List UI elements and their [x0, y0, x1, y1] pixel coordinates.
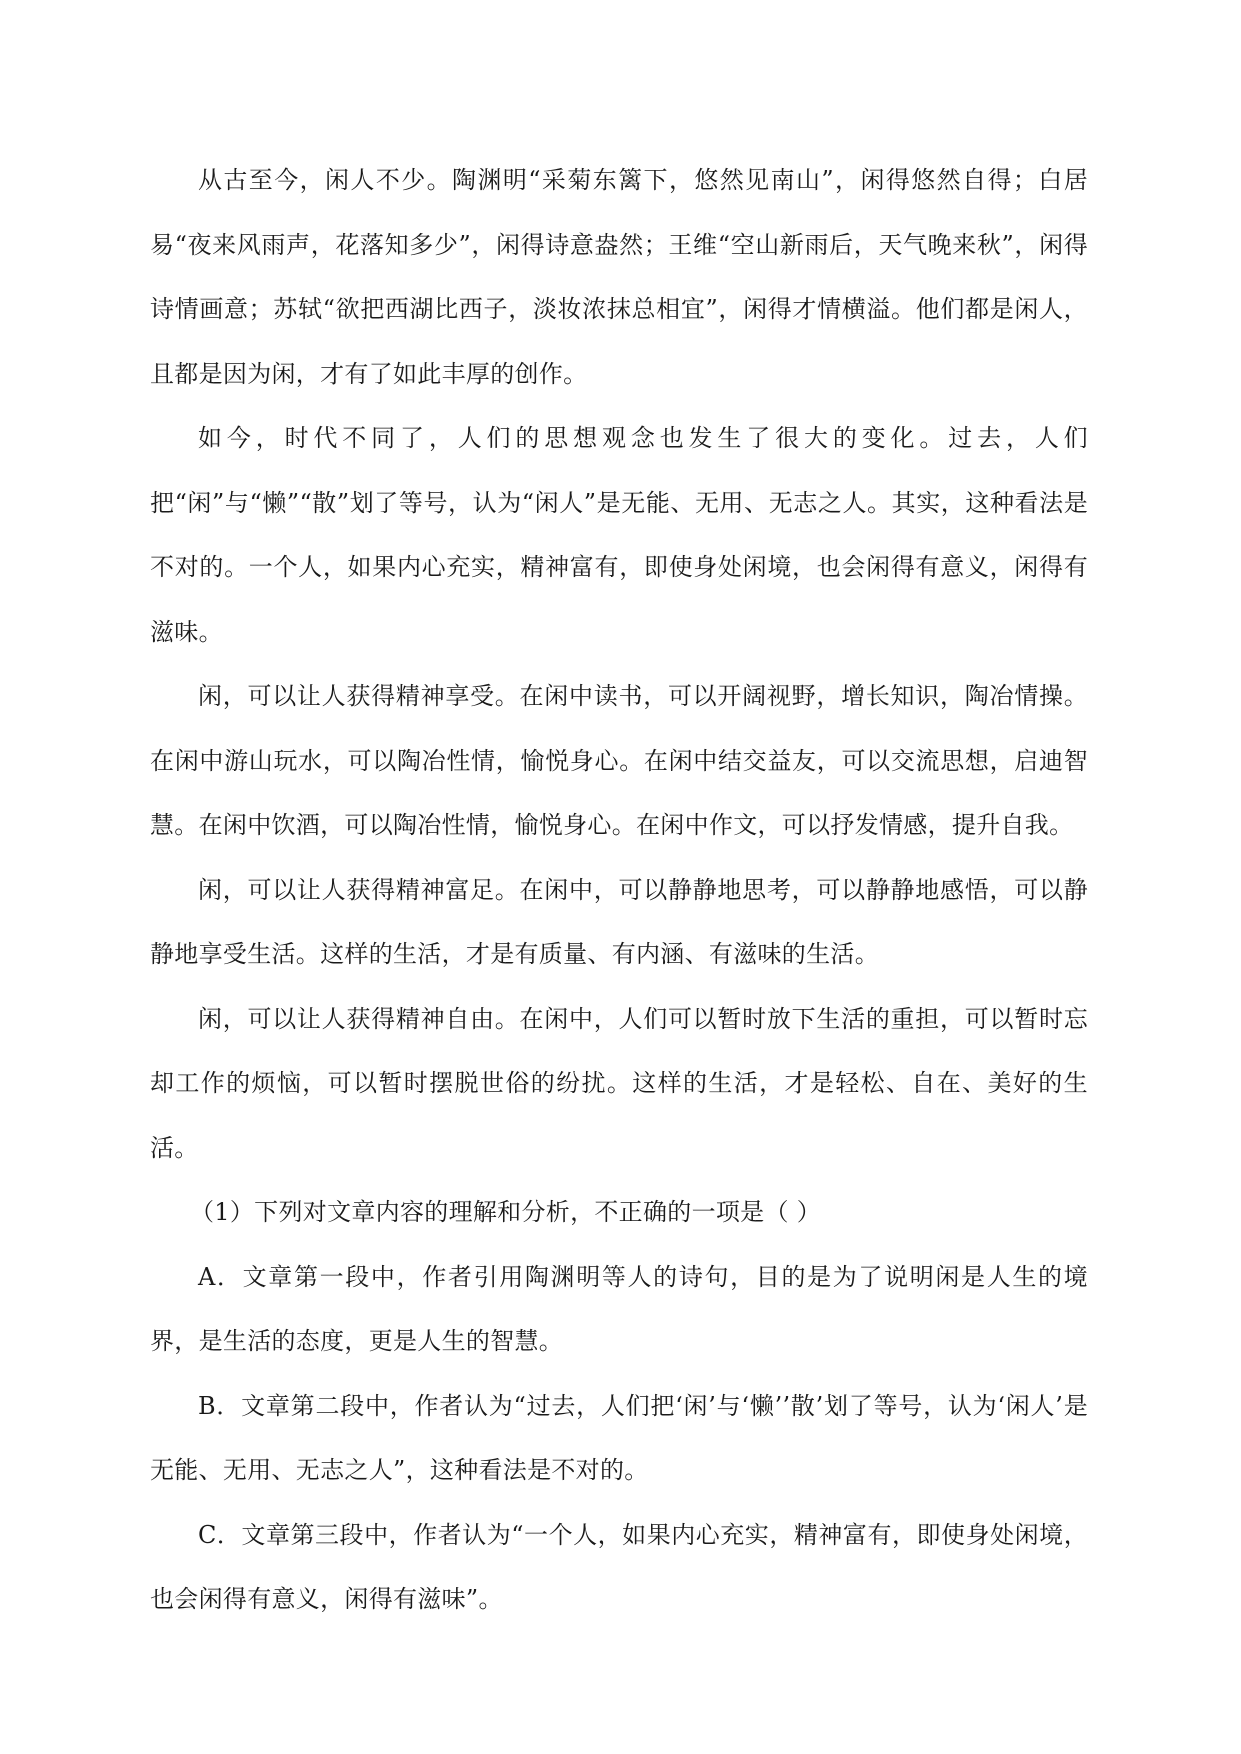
- paragraph-3: 闲，可以让人获得精神享受。在闲中读书，可以开阔视野，增长知识，陶冶情操。在闲中游山玩水，可以陶冶性情，愉悦身心。在闲中结交益友，可以交流思想，启迪智慧。在闲中饮酒，可以陶冶性情，愉悦身心。在闲中作文，可以抒发情感，提升自我。: [150, 682, 1088, 839]
- paragraph-4: 闲，可以让人获得精神富足。在闲中，可以静静地思考，可以静静地感悟，可以静静地享受生活。这样的生活，才是有质量、有内涵、有滋味的生活。: [150, 875, 1088, 968]
- option-c: C．文章第三段中，作者认为“一个人，如果内心充实，精神富有，即使身处闲境，也会闲得有意义，闲得有滋味”。: [150, 1520, 1088, 1613]
- option-b: B．文章第二段中，作者认为“过去，人们把‘闲’与‘懒’’散’划了等号，认为‘闲人’是无能、无用、无志之人”，这种看法是不对的。: [150, 1391, 1088, 1484]
- paragraph-2: 如今，时代不同了，人们的思想观念也发生了很大的变化。过去，人们把“闲”与“懒”“散”划了等号，认为“闲人”是无能、无用、无志之人。其实，这种看法是不对的。一个人，如果内心充实，精神富有，即使身处闲境，也会闲得有意义，闲得有滋味。: [150, 424, 1088, 646]
- document-page: [150, 148, 1088, 1632]
- paragraph-1: 从古至今，闲人不少。陶渊明“采菊东篱下，悠然见南山”，闲得悠然自得；白居易“夜来风雨声，花落知多少”，闲得诗意盎然；王维“空山新雨后，天气晚来秋”，闲得诗情画意；苏轼“欲把西湖比西子，淡妆浓抹总相宜”，闲得才情横溢。他们都是闲人，且都是因为闲，才有了如此丰厚的创作。: [150, 166, 1088, 388]
- paragraph-5: 闲，可以让人获得精神自由。在闲中，人们可以暂时放下生活的重担，可以暂时忘却工作的烦恼，可以暂时摆脱世俗的纷扰。这样的生活，才是轻松、自在、美好的生活。: [150, 1004, 1088, 1162]
- question-stem: （1）下列对文章内容的理解和分析，不正确的一项是（ ）: [190, 1198, 821, 1226]
- option-a: A．文章第一段中，作者引用陶渊明等人的诗句，目的是为了说明闲是人生的境界，是生活的态度，更是人生的智慧。: [150, 1262, 1088, 1355]
